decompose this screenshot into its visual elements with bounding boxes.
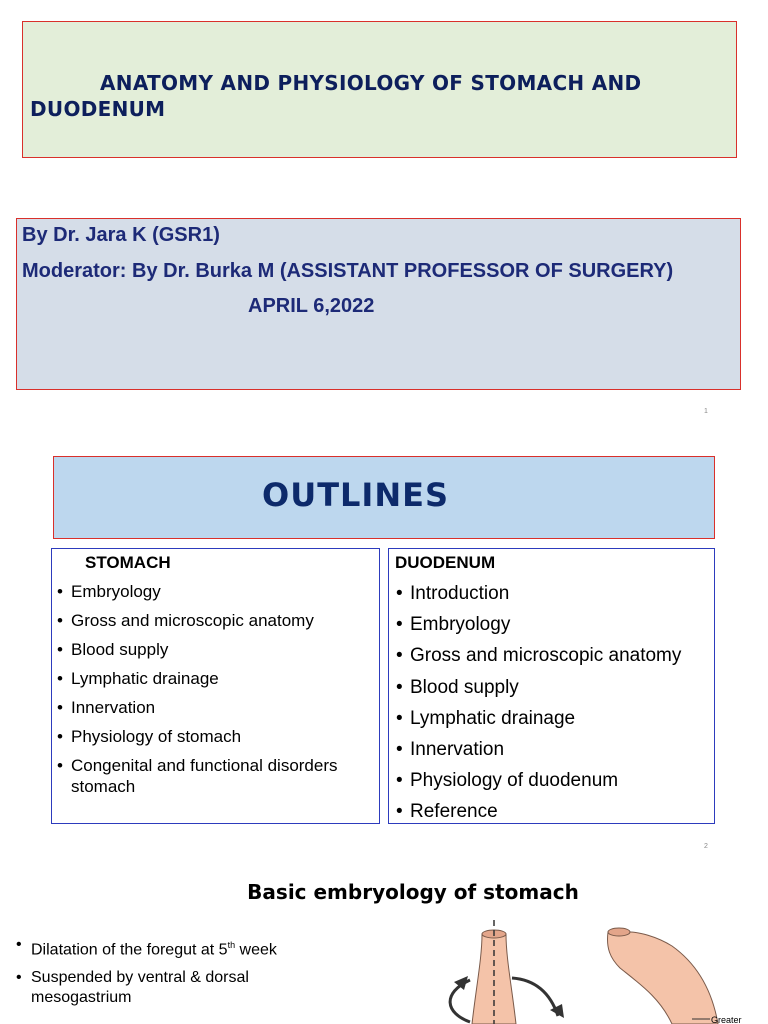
list-item: • Physiology of stomach [71,726,371,747]
title-line-1: ANATOMY AND PHYSIOLOGY OF STOMACH AND [100,71,642,95]
list-item: • Gross and microscopic anatomy [71,610,371,631]
list-item: • Lymphatic drainage [71,668,371,689]
list-item: • Congenital and functional disorders stomach [71,755,371,797]
stomach-shape [608,932,719,1024]
presentation-title [30,70,730,122]
slide-number: 1 [704,408,708,415]
duodenum-heading: DUODENUM [395,553,496,572]
stomach-heading: STOMACH [85,553,171,572]
list-item: • Innervation [71,697,371,718]
list-item: • Innervation [410,738,710,761]
moderator-line: Moderator: By Dr. Burka M (ASSISTANT PROFESSOR OF SURGERY) [22,260,674,282]
stomach-embryology-diagram [440,918,768,1024]
date-line: APRIL 6,2022 [248,295,375,317]
superscript: th [227,940,236,950]
list-item: • Lymphatic drainage [410,707,710,730]
list-item: • Embryology [71,581,371,602]
list-item: • Gross and microscopic anatomy [410,644,710,667]
stomach-outline-list [71,581,371,805]
list-item: • Embryology [410,613,710,636]
greater-label: Greater [711,1015,742,1024]
embryology-title: Basic embryology of stomach [247,880,579,904]
embryology-bullets [31,935,351,1016]
list-item: • Blood supply [410,676,710,699]
bullet-tail: week [235,941,277,959]
list-item: • Blood supply [71,639,371,660]
outlines-title: OUTLINES [262,476,449,514]
stomach-opening [608,928,630,936]
list-item: • Physiology of duodenum [410,769,710,792]
duodenum-outline-list [410,582,710,832]
list-item [31,935,351,960]
list-item: • Suspended by ventral & dorsal mesogastrium [31,968,351,1008]
author-line: By Dr. Jara K (GSR1) [22,224,220,246]
slide-number: 2 [704,843,708,850]
list-item: • Reference [410,800,710,823]
bullet-text: Dilatation of the foregut at 5 [31,941,228,959]
list-item: • Introduction [410,582,710,605]
title-line-2: DUODENUM [30,97,166,121]
